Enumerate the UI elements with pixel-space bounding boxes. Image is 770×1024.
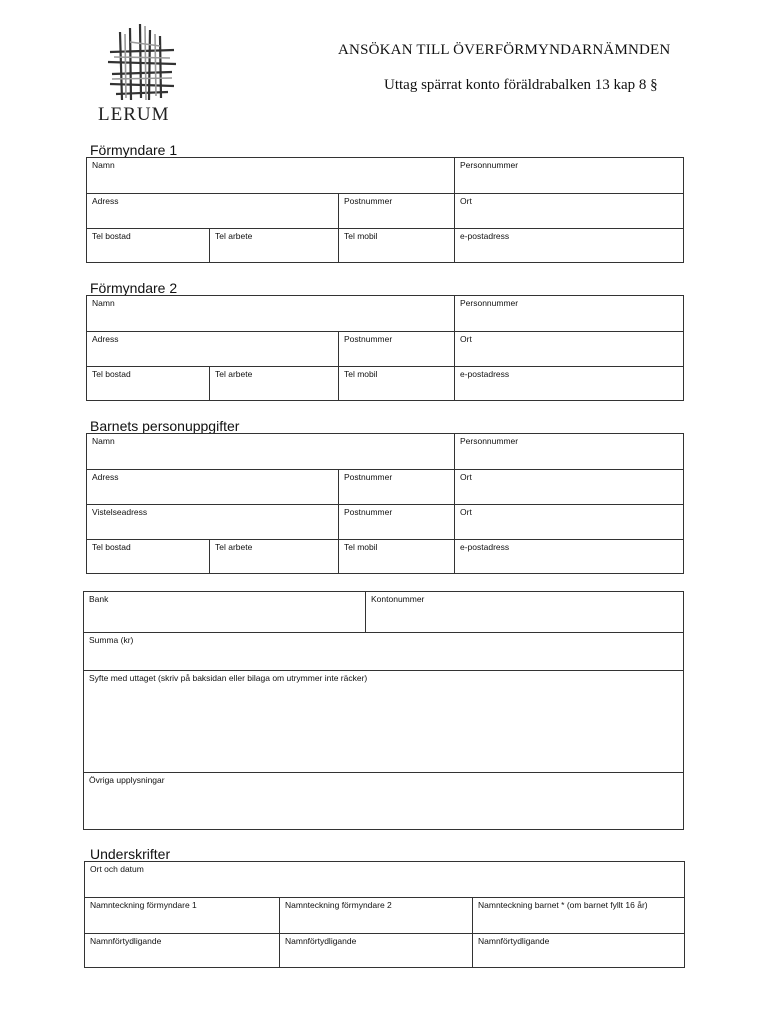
row-adress: [87, 469, 683, 505]
label: Tel arbete: [215, 542, 253, 552]
field-ort[interactable]: [454, 332, 683, 367]
label: e-postadress: [460, 369, 510, 379]
label: Ort: [460, 334, 472, 344]
field-namn[interactable]: [87, 434, 454, 469]
label: Syfte med uttaget (skriv på baksidan eller bilaga om utrymmer inte räcker): [89, 673, 368, 683]
field-ort[interactable]: [454, 194, 683, 229]
field-postnummer[interactable]: [338, 470, 454, 505]
label: Namn: [92, 160, 115, 170]
row-vistelseadress: [87, 504, 683, 540]
field-tel-bostad[interactable]: [87, 540, 209, 573]
label: e-postadress: [460, 542, 510, 552]
field-adress[interactable]: [87, 332, 338, 367]
field-fortydligande2[interactable]: [279, 934, 472, 967]
label: Ort: [460, 196, 472, 206]
field-namn[interactable]: [87, 296, 454, 331]
field-bank[interactable]: [84, 592, 365, 632]
logo-text: LERUM: [98, 104, 170, 125]
form-title: ANSÖKAN TILL ÖVERFÖRMYNDARNÄMNDEN: [338, 42, 671, 58]
row-adress: [87, 331, 683, 367]
field-namnteckning-formyndare2[interactable]: [279, 898, 472, 934]
row-namn: [87, 296, 683, 331]
field-epost[interactable]: [454, 367, 683, 400]
label: Namnteckning förmyndare 2: [285, 900, 392, 910]
field-fortydligande3[interactable]: [472, 934, 684, 967]
field-tel-mobil[interactable]: [338, 367, 454, 400]
row-namnteckning: [85, 897, 684, 934]
field-adress[interactable]: [87, 194, 338, 229]
field-personnummer[interactable]: [454, 158, 683, 193]
field-namnteckning-barnet[interactable]: [472, 898, 684, 934]
field-tel-mobil[interactable]: [338, 229, 454, 262]
label: Tel bostad: [92, 542, 131, 552]
field-tel-arbete[interactable]: [209, 229, 338, 262]
field-personnummer[interactable]: [454, 296, 683, 331]
field-summa[interactable]: [84, 633, 683, 671]
row-namn: [87, 434, 683, 469]
label: Namnteckning barnet * (om barnet fyllt 16 år): [478, 900, 648, 910]
field-tel-bostad[interactable]: [87, 229, 209, 262]
row-adress: [87, 193, 683, 229]
label: Tel mobil: [344, 542, 378, 552]
row-summa: [84, 632, 683, 671]
field-vistelseadress[interactable]: [87, 505, 338, 540]
label: Namn: [92, 298, 115, 308]
label: Personnummer: [460, 298, 519, 308]
label: Namnförtydligande: [478, 936, 550, 946]
row-tel: [87, 228, 683, 262]
label: Tel arbete: [215, 231, 253, 241]
field-ovriga[interactable]: [84, 773, 683, 829]
underskrifter-section: [84, 861, 685, 968]
field-tel-bostad[interactable]: [87, 367, 209, 400]
row-tel: [87, 539, 683, 573]
field-adress[interactable]: [87, 470, 338, 505]
label: Summa (kr): [89, 635, 134, 645]
field-namnteckning-formyndare1[interactable]: [85, 898, 279, 934]
row-bank: [84, 592, 683, 632]
label: Postnummer: [344, 334, 393, 344]
barnet-section: [86, 433, 684, 574]
label: Namnteckning förmyndare 1: [90, 900, 197, 910]
field-postnummer[interactable]: [338, 194, 454, 229]
label: Adress: [92, 472, 119, 482]
label: Övriga upplysningar: [89, 775, 165, 785]
label: Vistelseadress: [92, 507, 148, 517]
formyndare1-section: [86, 157, 684, 263]
label: Namnförtydligande: [90, 936, 162, 946]
label: Adress: [92, 196, 119, 206]
label: Tel mobil: [344, 369, 378, 379]
row-ort-datum: [85, 862, 684, 897]
uttag-section: [83, 591, 684, 830]
field-postnummer[interactable]: [338, 332, 454, 367]
label: Bank: [89, 594, 109, 604]
field-ort-vistelse[interactable]: [454, 505, 683, 540]
label: Adress: [92, 334, 119, 344]
barnet-title: Barnets personuppgifter: [90, 418, 240, 434]
row-namn: [87, 158, 683, 193]
field-kontonummer[interactable]: [365, 592, 683, 632]
label: Postnummer: [344, 196, 393, 206]
field-ort-datum[interactable]: [85, 862, 684, 897]
form-subtitle: Uttag spärrat konto föräldrabalken 13 kap 8 §: [384, 77, 658, 93]
field-tel-arbete[interactable]: [209, 540, 338, 573]
label: Ort: [460, 507, 472, 517]
field-tel-mobil[interactable]: [338, 540, 454, 573]
label: Postnummer: [344, 507, 393, 517]
row-fortydligande: [85, 933, 684, 967]
field-postnummer-vistelse[interactable]: [338, 505, 454, 540]
label: Kontonummer: [371, 594, 425, 604]
label: Personnummer: [460, 160, 519, 170]
label: Tel arbete: [215, 369, 253, 379]
row-tel: [87, 366, 683, 400]
field-namn[interactable]: [87, 158, 454, 193]
field-fortydligande1[interactable]: [85, 934, 279, 967]
underskrifter-title: Underskrifter: [90, 846, 171, 862]
field-personnummer[interactable]: [454, 434, 683, 469]
formyndare2-section: [86, 295, 684, 401]
row-ovriga: [84, 772, 683, 829]
label: Ort och datum: [90, 864, 144, 874]
label: Postnummer: [344, 472, 393, 482]
formyndare1-title: Förmyndare 1: [90, 142, 178, 158]
label: Tel mobil: [344, 231, 378, 241]
label: Namn: [92, 436, 115, 446]
label: Ort: [460, 472, 472, 482]
field-syfte[interactable]: [84, 671, 683, 773]
field-ort[interactable]: [454, 470, 683, 505]
field-epost[interactable]: [454, 540, 683, 573]
label: e-postadress: [460, 231, 510, 241]
formyndare2-title: Förmyndare 2: [90, 280, 178, 296]
field-tel-arbete[interactable]: [209, 367, 338, 400]
label: Tel bostad: [92, 231, 131, 241]
field-epost[interactable]: [454, 229, 683, 262]
label: Tel bostad: [92, 369, 131, 379]
row-syfte: [84, 670, 683, 773]
label: Personnummer: [460, 436, 519, 446]
label: Namnförtydligande: [285, 936, 357, 946]
